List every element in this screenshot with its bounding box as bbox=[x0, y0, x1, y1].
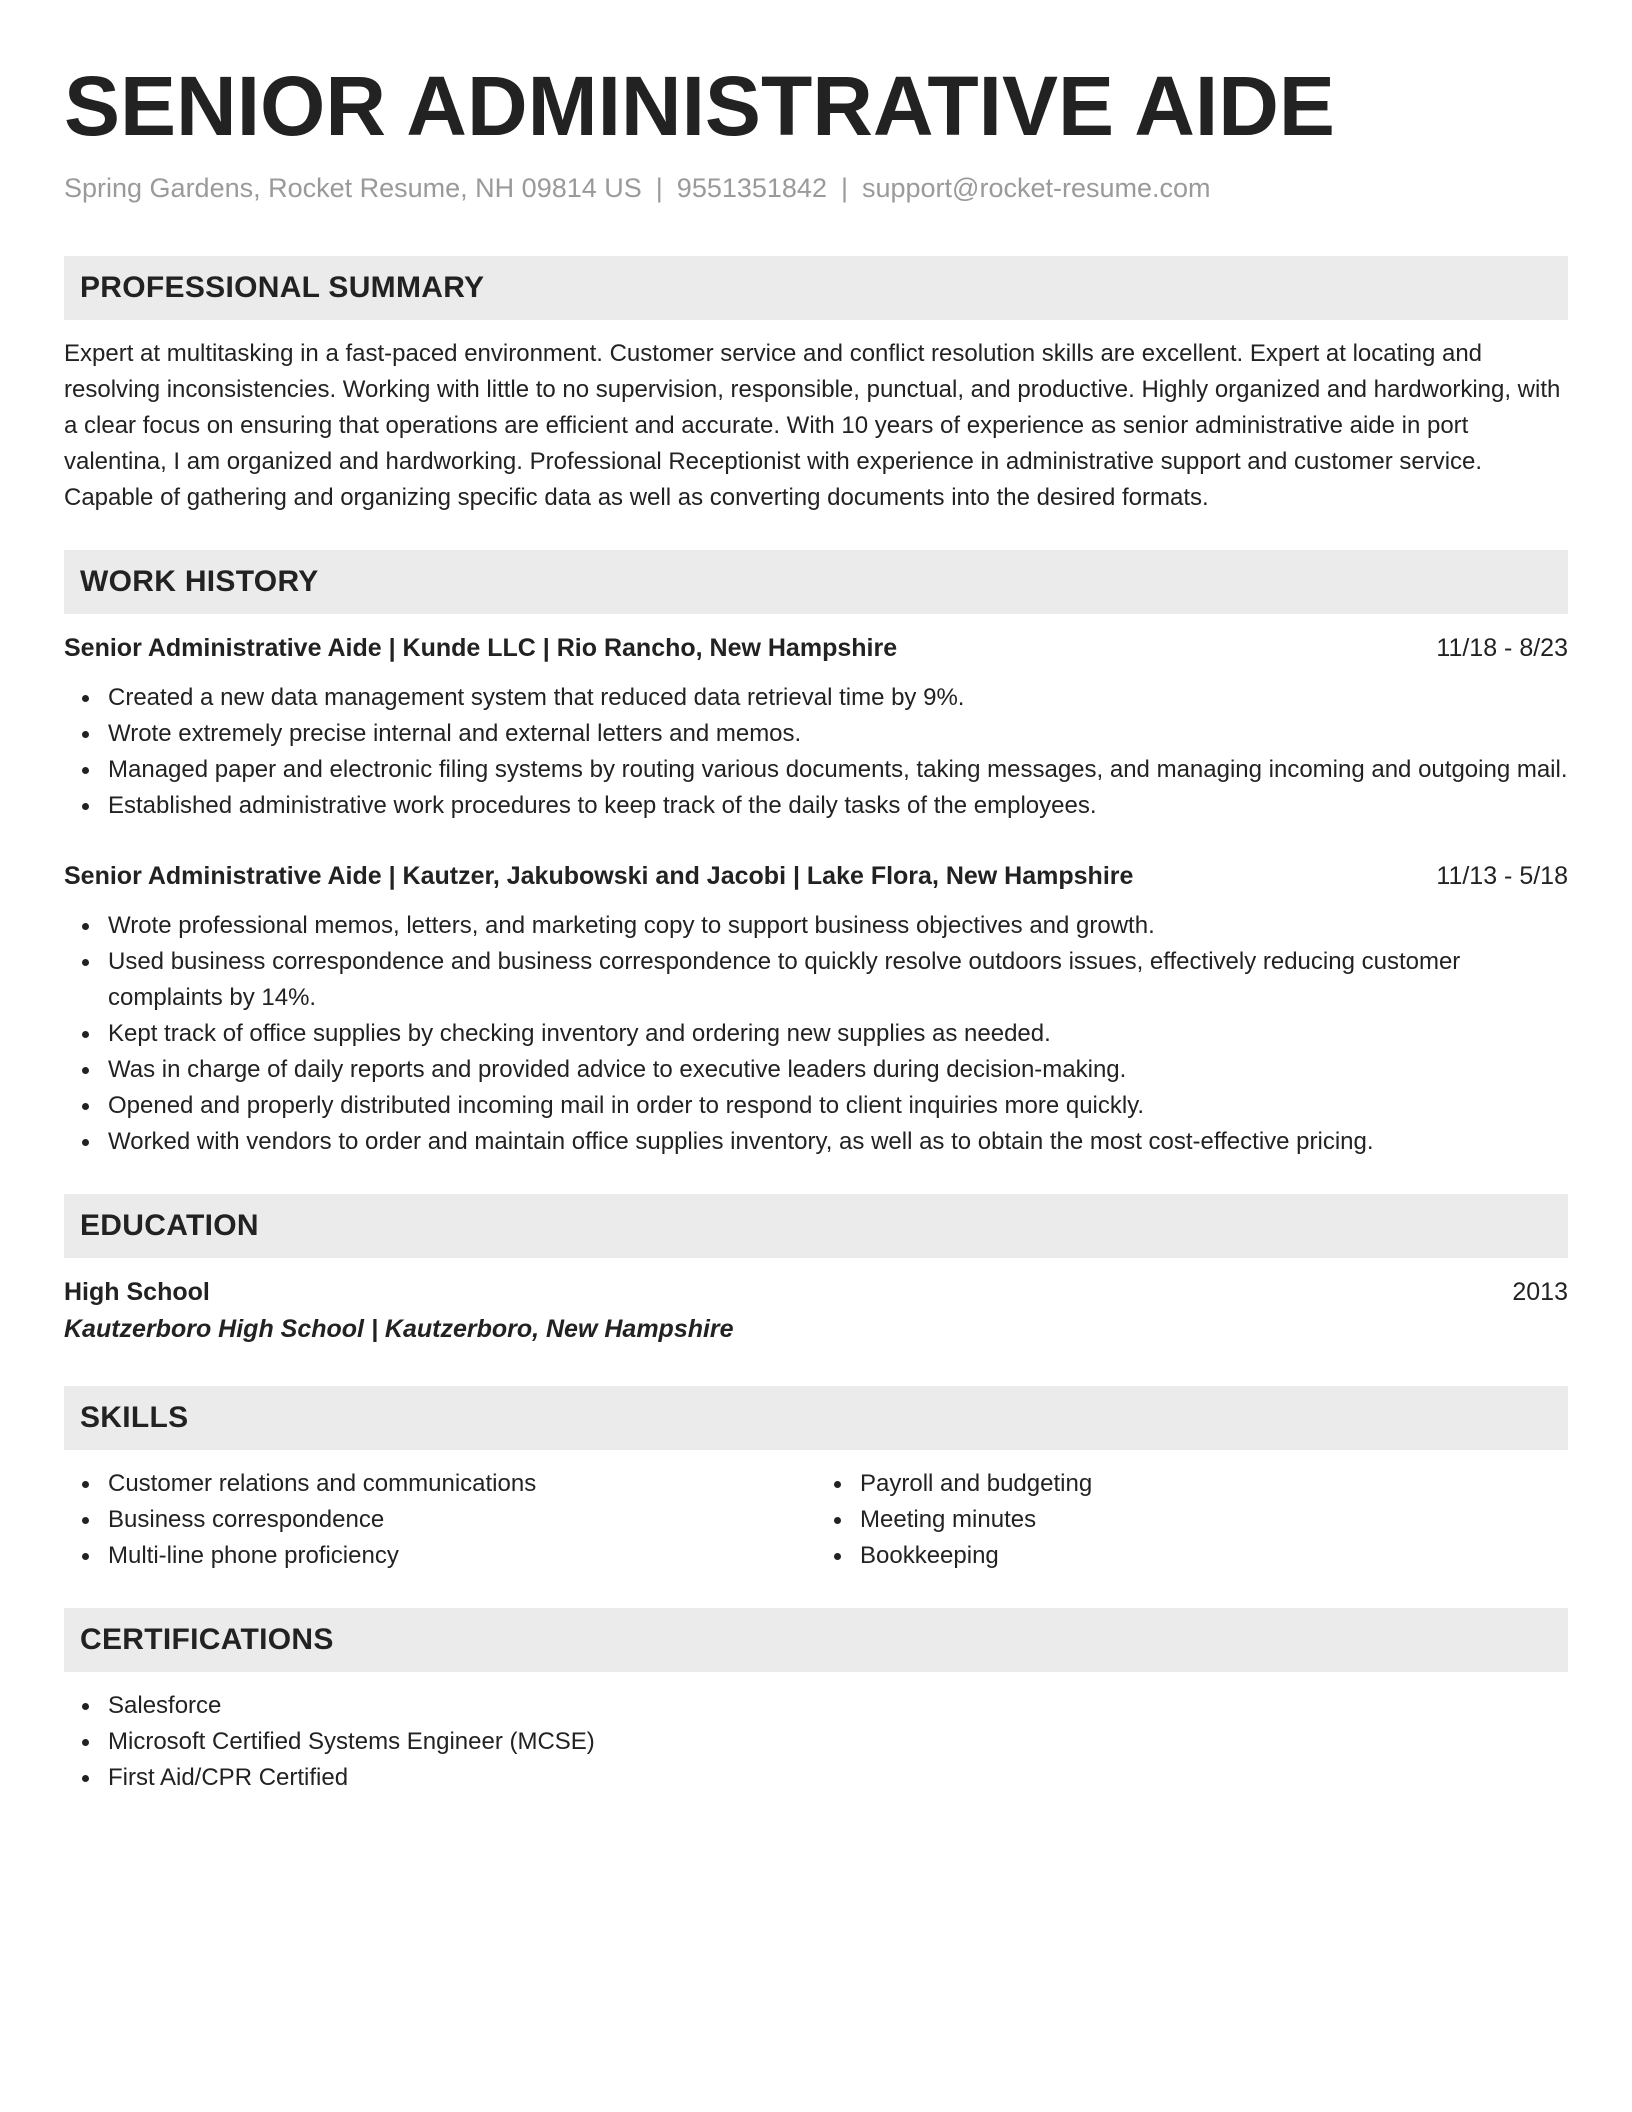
bullet-icon bbox=[82, 1703, 89, 1710]
bullet-icon bbox=[82, 1739, 89, 1746]
job-entry bbox=[64, 630, 1568, 824]
bullet-icon bbox=[82, 959, 89, 966]
bullet-icon bbox=[834, 1481, 841, 1488]
contact-phone: 9551351842 bbox=[676, 173, 827, 203]
skill-text: Customer relations and communications bbox=[108, 1470, 537, 1497]
contact-separator: | bbox=[840, 173, 848, 203]
skill-text: Meeting minutes bbox=[860, 1506, 1037, 1533]
skills-column-right bbox=[816, 1466, 1568, 1574]
bullet-icon bbox=[82, 923, 89, 930]
education-year: 2013 bbox=[1512, 1278, 1568, 1306]
job-bullet-text: Was in charge of daily reports and provided advice to executive leaders during decision-making. bbox=[108, 1056, 1127, 1083]
job-bullet-text: Opened and properly distributed incoming mail in order to respond to client inquiries more quickly. bbox=[108, 1092, 1145, 1119]
contact-email: support@rocket-resume.com bbox=[861, 173, 1211, 203]
bullet-icon bbox=[82, 1481, 89, 1488]
job-bullet bbox=[108, 944, 1568, 1016]
skill-item bbox=[860, 1502, 1568, 1538]
contact-line bbox=[64, 170, 1568, 206]
skill-item bbox=[108, 1466, 816, 1502]
job-bullet bbox=[108, 680, 1568, 716]
skills-column-left bbox=[64, 1466, 816, 1574]
bullet-icon bbox=[82, 1139, 89, 1146]
bullet-icon bbox=[82, 1067, 89, 1074]
bullet-icon bbox=[82, 767, 89, 774]
job-entry bbox=[64, 858, 1568, 1160]
bullet-icon bbox=[82, 731, 89, 738]
work-history-heading: WORK HISTORY bbox=[64, 550, 1568, 614]
job-bullet-text: Worked with vendors to order and maintain office supplies inventory, as well as to obtain the most cost-effective pricing. bbox=[108, 1128, 1374, 1155]
job-bullet bbox=[108, 788, 1568, 824]
job-bullet bbox=[108, 908, 1568, 944]
skills-list bbox=[816, 1466, 1568, 1574]
bullet-icon bbox=[82, 1031, 89, 1038]
job-bullet bbox=[108, 716, 1568, 752]
job-header bbox=[64, 630, 1568, 666]
certification-text: Salesforce bbox=[108, 1692, 222, 1719]
certifications-list bbox=[64, 1688, 1568, 1796]
job-bullet bbox=[108, 752, 1568, 788]
job-bullets bbox=[64, 908, 1568, 1160]
candidate-name: SENIOR ADMINISTRATIVE AIDE bbox=[64, 59, 1335, 153]
contact-address: Spring Gardens, Rocket Resume, NH 09814 US bbox=[64, 173, 642, 203]
bullet-icon bbox=[82, 1517, 89, 1524]
certification-item bbox=[108, 1688, 1568, 1724]
skill-text: Payroll and budgeting bbox=[860, 1470, 1093, 1497]
skills-grid bbox=[64, 1466, 1568, 1574]
education-header bbox=[64, 1274, 1568, 1310]
certification-text: Microsoft Certified Systems Engineer (MCSE) bbox=[108, 1728, 595, 1755]
summary-heading: PROFESSIONAL SUMMARY bbox=[64, 256, 1568, 320]
job-bullet-text: Wrote extremely precise internal and external letters and memos. bbox=[108, 720, 802, 747]
job-header bbox=[64, 858, 1568, 894]
skill-item bbox=[860, 1466, 1568, 1502]
certification-text: First Aid/CPR Certified bbox=[108, 1764, 349, 1791]
job-bullet bbox=[108, 1124, 1568, 1160]
bullet-icon bbox=[82, 1553, 89, 1560]
skill-text: Bookkeeping bbox=[860, 1542, 999, 1569]
job-bullet bbox=[108, 1016, 1568, 1052]
skill-text: Multi-line phone proficiency bbox=[108, 1542, 399, 1569]
job-bullet-text: Used business correspondence and business correspondence to quickly resolve outdoors issues, effectively reducing customer complaints by 14%. bbox=[108, 948, 1461, 1011]
skill-item bbox=[860, 1538, 1568, 1574]
education-heading: EDUCATION bbox=[64, 1194, 1568, 1258]
education-school: Kautzerboro High School | Kautzerboro, New Hampshire bbox=[64, 1315, 734, 1343]
job-bullet-text: Managed paper and electronic filing systems by routing various documents, taking messages, and managing incoming and outgoing mail. bbox=[108, 756, 1568, 783]
summary-text: Expert at multitasking in a fast-paced environment. Customer service and conflict resolution skills are excellent. Expert at locating and resolving inconsistencies. Working with little to no supervision, responsible, punctual, and productive. Highly organized and hardworking, with a clear focus on ensuring that operations are efficient and accurate. With 10 years of experience as senior administrative aide in port valentina, I am organized and hardworking. Professional Receptionist with experience in administrative support and customer service. Capable of gathering and organizing specific data as well as converting documents into the desired formats. bbox=[64, 340, 1561, 511]
bullet-icon bbox=[82, 1103, 89, 1110]
job-bullet bbox=[108, 1052, 1568, 1088]
bullet-icon bbox=[82, 1775, 89, 1782]
education-degree: High School bbox=[64, 1278, 210, 1306]
job-dates: 11/18 - 8/23 bbox=[1436, 634, 1568, 662]
skill-item bbox=[108, 1502, 816, 1538]
contact-separator: | bbox=[655, 173, 663, 203]
certifications-heading: CERTIFICATIONS bbox=[64, 1608, 1568, 1672]
education-entry bbox=[64, 1274, 1568, 1348]
certification-item bbox=[108, 1724, 1568, 1760]
job-title: Senior Administrative Aide | Kunde LLC | Rio Rancho, New Hampshire bbox=[64, 634, 898, 662]
job-dates: 11/13 - 5/18 bbox=[1436, 862, 1568, 890]
skills-list bbox=[64, 1466, 816, 1574]
bullet-icon bbox=[834, 1517, 841, 1524]
bullet-icon bbox=[82, 803, 89, 810]
certification-item bbox=[108, 1760, 1568, 1796]
job-bullets bbox=[64, 680, 1568, 824]
bullet-icon bbox=[834, 1553, 841, 1560]
job-bullet-text: Created a new data management system that reduced data retrieval time by 9%. bbox=[108, 684, 965, 711]
skill-item bbox=[108, 1538, 816, 1574]
bullet-icon bbox=[82, 695, 89, 702]
skills-heading: SKILLS bbox=[64, 1386, 1568, 1450]
job-title: Senior Administrative Aide | Kautzer, Jakubowski and Jacobi | Lake Flora, New Hampshire bbox=[64, 862, 1134, 890]
job-bullet-text: Kept track of office supplies by checking inventory and ordering new supplies as needed. bbox=[108, 1020, 1051, 1047]
job-bullet-text: Established administrative work procedures to keep track of the daily tasks of the employees. bbox=[108, 792, 1097, 819]
job-bullet-text: Wrote professional memos, letters, and marketing copy to support business objectives and growth. bbox=[108, 912, 1155, 939]
job-bullet bbox=[108, 1088, 1568, 1124]
skill-text: Business correspondence bbox=[108, 1506, 385, 1533]
